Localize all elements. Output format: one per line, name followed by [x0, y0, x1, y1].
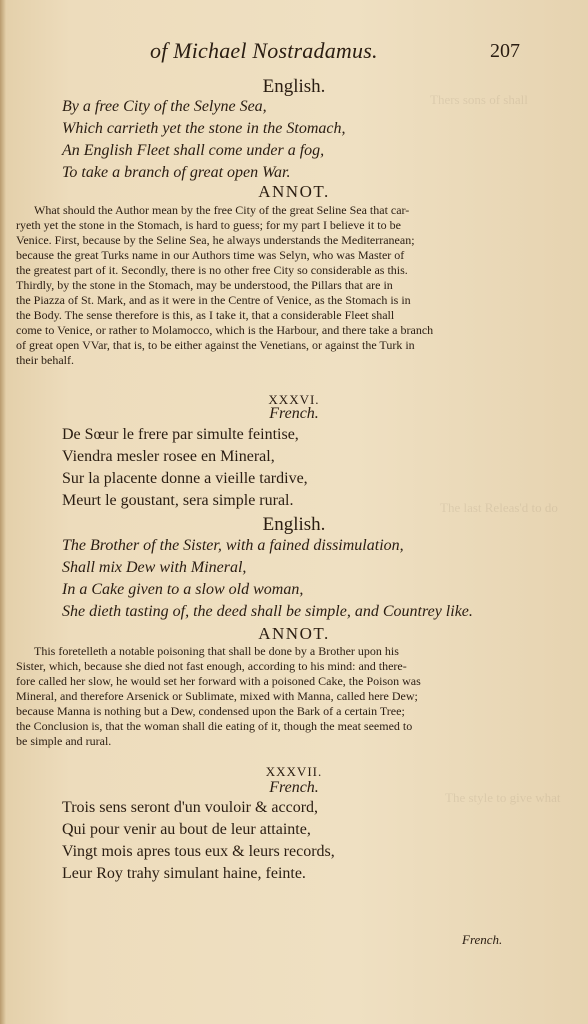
annotation-line: because Manna is nothing but a Dew, condensed upon the Bark of a certain Tree; [16, 704, 405, 718]
annotation-text [16, 203, 544, 368]
quatrain-number: XXXVI. [268, 392, 320, 407]
english-verse [62, 96, 345, 184]
verse-line: De Sœur le frere par simulte feintise, [62, 426, 299, 443]
verse-line: Meurt le goustant, sera simple rural. [62, 492, 294, 509]
french-verse [62, 424, 308, 512]
verse-line: Vingt mois apres tous eux & leurs records, [62, 843, 335, 860]
annotation-line: What should the Author mean by the free City of the great Seline Sea that car- [34, 203, 410, 217]
annotation-line: Mineral, and therefore Arsenick or Sublimate, mixed with Manna, called here Dew; [16, 689, 418, 703]
running-title: of Michael Nostradamus. [150, 38, 378, 63]
verse-line: Sur la placente donne a vieille tardive, [62, 470, 308, 487]
page-gutter-shadow [0, 0, 6, 1024]
annotation-line: because the great Turks name in our Authors time was Selyn, who was Master of [16, 248, 405, 262]
show-through-mark: The style to give what [445, 790, 561, 805]
annotation-line: the greatest part of it. Secondly, there is no other free City so considerable as this. [16, 263, 408, 277]
quatrain-number: XXXVII. [265, 764, 323, 779]
english-heading: English. [262, 514, 326, 535]
annotation-text [16, 644, 544, 749]
verse-line: An English Fleet shall come under a fog, [62, 142, 325, 159]
show-through-mark: Thers sons of shall [430, 92, 528, 107]
annotation-line: their behalf. [16, 353, 74, 367]
annotation-line: Thirdly, by the stone in the Stomach, may be understood, the Pillars that are in [16, 278, 393, 292]
annot-heading: ANNOT. [258, 624, 330, 643]
annotation-line: ryeth yet the stone in the Stomach, is hard to guess; for my part I believe it to be [16, 218, 401, 232]
annotation-line: This foretelleth a notable poisoning that shall be done by a Brother upon his [34, 644, 399, 658]
verse-line: Trois sens seront d'un vouloir & accord, [62, 799, 319, 816]
annotation-line: Venice. First, because by the Seline Sea, he always understands the Mediterranean; [16, 233, 415, 247]
annotation-line: Sister, which, because she died not fast enough, according to his mind: and there- [16, 659, 407, 673]
verse-line: Which carrieth yet the stone in the Stomach, [62, 120, 346, 137]
verse-line: To take a branch of great open War. [62, 164, 291, 181]
verse-line: Qui pour venir au bout de leur attainte, [62, 821, 311, 838]
verse-line: She dieth tasting of, the deed shall be simple, and Countrey like. [62, 603, 473, 620]
verse-line: By a free City of the Selyne Sea, [62, 98, 267, 115]
french-heading: French. [269, 779, 319, 796]
annot-heading: ANNOT. [258, 182, 330, 201]
french-heading: French. [269, 405, 319, 422]
page-number: 207 [490, 40, 520, 62]
annotation-line: be simple and rural. [16, 734, 112, 748]
catchword: French. [462, 932, 503, 947]
verse-line: In a Cake given to a slow old woman, [62, 581, 304, 598]
show-through-mark: The last Releas'd to do [440, 500, 558, 515]
annotation-line: the Body. The sense therefore is this, as I take it, that a considerable Fleet shall [16, 308, 395, 322]
verse-line: Viendra mesler rosee en Mineral, [62, 448, 275, 465]
verse-line: The Brother of the Sister, with a fained dissimulation, [62, 537, 404, 554]
annotation-line: the Piazza of St. Mark, and as it were in the Centre of Venice, as the Stomach is in [16, 293, 411, 307]
annotation-line: the Conclusion is, that the woman shall die eating of it, though the meat seemed to [16, 719, 413, 733]
annotation-line: come to Venice, or rather to Molamocco, which is the Harbour, and there take a branch [16, 323, 434, 337]
english-verse [62, 535, 473, 623]
annotation-line: fore called her slow, he would set her forward with a poisoned Cake, the Poison was [16, 674, 421, 688]
verse-line: Shall mix Dew with Mineral, [62, 559, 247, 576]
english-heading: English. [262, 76, 326, 97]
verse-line: Leur Roy trahy simulant haine, feinte. [62, 865, 306, 882]
annotation-line: of great open VVar, that is, to be either against the Venetians, or against the Turk in [16, 338, 415, 352]
french-verse [62, 797, 335, 885]
